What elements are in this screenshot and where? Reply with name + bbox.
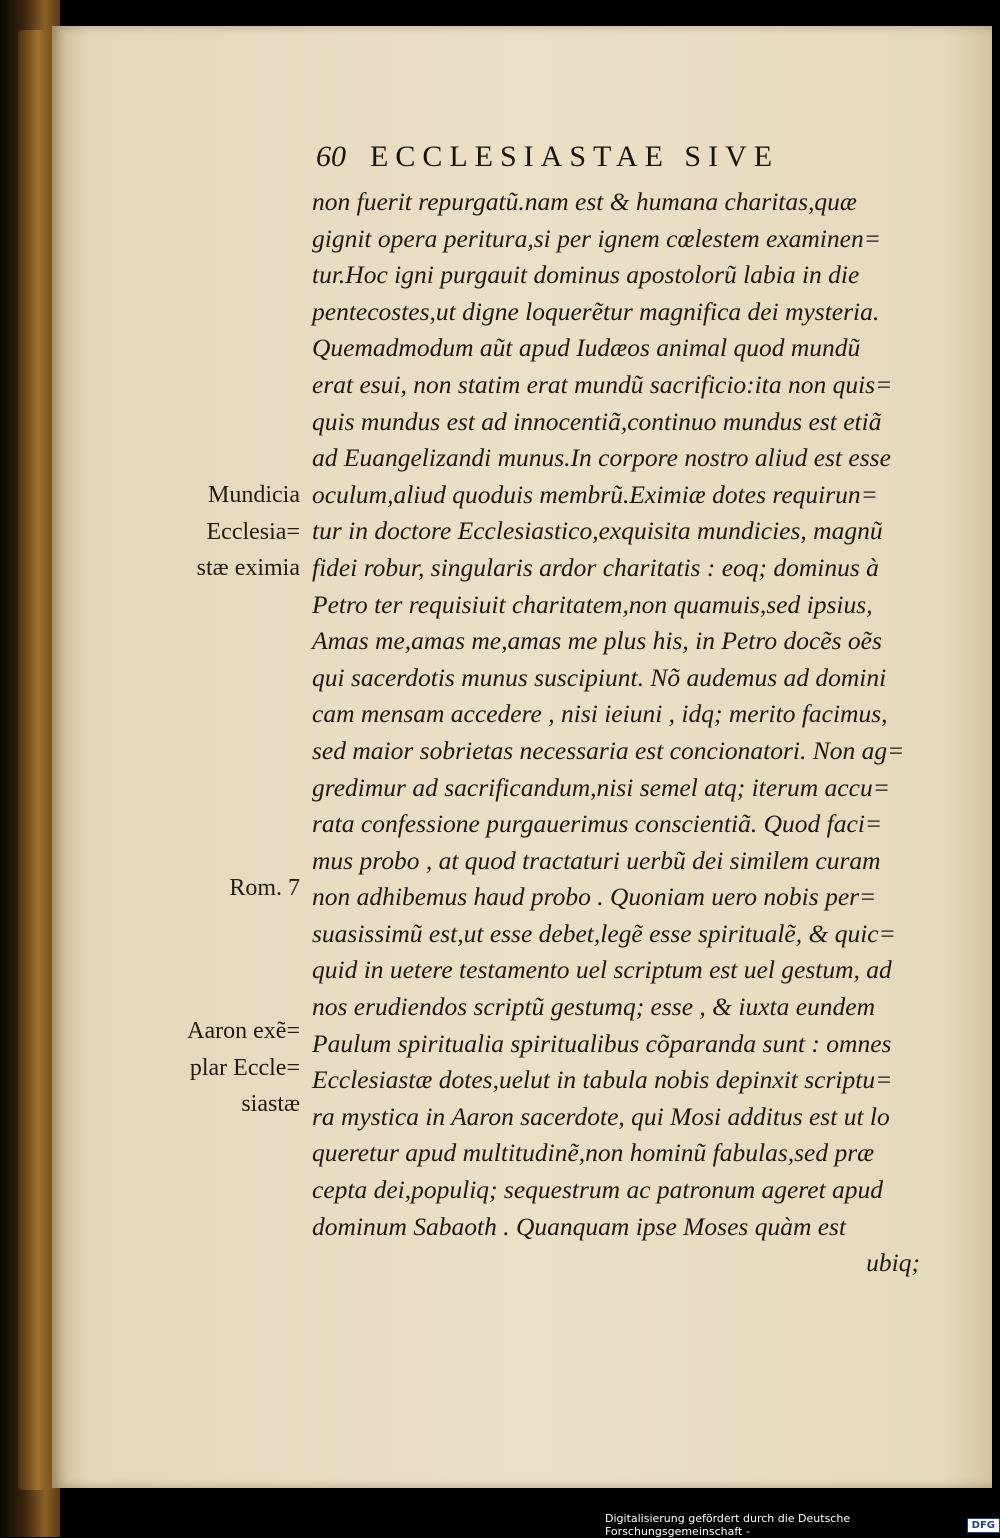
text-line: sed maior sobrietas necessaria est concionatori. Non ag= bbox=[312, 735, 905, 765]
text-line: Quemadmodum aũt apud Iudæos animal quod mundũ bbox=[312, 333, 861, 363]
text-line: quid in uetere testamento uel scriptum est uel gestum, ad bbox=[312, 955, 892, 985]
text-line: cam mensam accedere , nisi ieiuni , idq; merito facimus, bbox=[312, 699, 888, 729]
text-line: non fuerit repurgatũ.nam est & humana charitas,quæ bbox=[312, 187, 857, 216]
catchword: ubiq; bbox=[866, 1248, 920, 1278]
margin-note-line: Mundicia bbox=[208, 482, 300, 508]
text-line: gredimur ad sacrificandum,nisi semel atq; iterum accu= bbox=[312, 772, 890, 802]
margin-note-line: Ecclesia= bbox=[206, 518, 300, 545]
margin-note-rom bbox=[160, 870, 300, 907]
running-head bbox=[316, 140, 876, 180]
text-line: rata confessione purgauerimus conscientiã. Quod faci= bbox=[312, 809, 883, 839]
text-line: tur.Hoc igni purgauit dominus apostolorũ labia in die bbox=[312, 260, 860, 290]
text-line: erat esui, non statim erat mundũ sacrificio:ita non quis= bbox=[312, 369, 893, 399]
margin-note-line: Aaron exẽ= bbox=[187, 1018, 300, 1044]
dfg-logo: DFG bbox=[967, 1518, 1000, 1533]
funding-notice: Digitalisierung gefördert durch die Deutsche Forschungsgemeinschaft - bbox=[605, 1512, 851, 1538]
margin-note-line: Rom. 7 bbox=[229, 875, 300, 901]
text-line: Petro ter requisiuit charitatem,non quamuis,sed ipsius, bbox=[312, 589, 873, 619]
text-line: quis mundus est ad innocentiã,continuo mundus est etiã bbox=[312, 406, 882, 436]
text-line: Amas me,amas me,amas me plus his, in Petro docẽs oẽs bbox=[312, 626, 882, 656]
margin-note-line: stæ eximia bbox=[196, 555, 300, 582]
text-line: fidei robur, singularis ardor charitatis : eoq; dominus à bbox=[312, 552, 879, 582]
text-line: suasissimũ est,ut esse debet,legẽ esse spiritualẽ, & quic= bbox=[312, 918, 896, 948]
text-line: pentecostes,ut digne loquerẽtur magnifica dei mysteria. bbox=[312, 296, 880, 326]
text-line: queretur apud multitudinẽ,non hominũ fabulas,sed præ bbox=[312, 1138, 875, 1168]
text-line: gignit opera peritura,si per ignem cœlestem examinen= bbox=[312, 223, 881, 253]
text-line: mus probo , at quod tractaturi uerbũ dei similem curam bbox=[312, 845, 881, 875]
text-line: Paulum spiritualia spiritualibus cõparanda sunt : omnes bbox=[312, 1028, 892, 1058]
text-line: nos erudiendos scriptũ gestumq; esse , & iuxta eundem bbox=[312, 992, 876, 1022]
margin-note-aaron bbox=[160, 1013, 300, 1123]
text-line: ad Euangelizandi munus.In corpore nostro aliud est esse bbox=[312, 443, 891, 473]
text-line: tur in doctore Ecclesiastico,exquisita mundicies, magnũ bbox=[312, 516, 883, 546]
text-line: non adhibemus haud probo . Quoniam uero nobis per= bbox=[312, 882, 877, 912]
margin-note-mundicia bbox=[160, 477, 300, 587]
margin-note-line: plar Eccle= bbox=[189, 1054, 300, 1081]
text-line: cepta dei,populiq; sequestrum ac patronum ageret apud bbox=[312, 1175, 884, 1205]
footer-bar bbox=[605, 1512, 1000, 1538]
running-title: ECCLESIASTAE SIVE bbox=[370, 140, 780, 173]
page-number: 60 bbox=[316, 140, 346, 173]
text-line: dominum Sabaoth . Quanquam ipse Moses quàm est bbox=[312, 1211, 847, 1241]
text-line: ra mystica in Aaron sacerdote, qui Mosi additus est ut lo bbox=[312, 1101, 890, 1131]
text-line: Ecclesiastæ dotes,uelut in tabula nobis depinxit scriptu= bbox=[312, 1065, 893, 1095]
body-text bbox=[312, 184, 932, 1282]
margin-note-line: siastæ bbox=[241, 1091, 300, 1118]
text-line: qui sacerdotis munus suscipiunt. Nõ audemus ad domini bbox=[312, 662, 887, 692]
text-line: oculum,aliud quoduis membrũ.Eximiæ dotes requirun= bbox=[312, 479, 878, 509]
